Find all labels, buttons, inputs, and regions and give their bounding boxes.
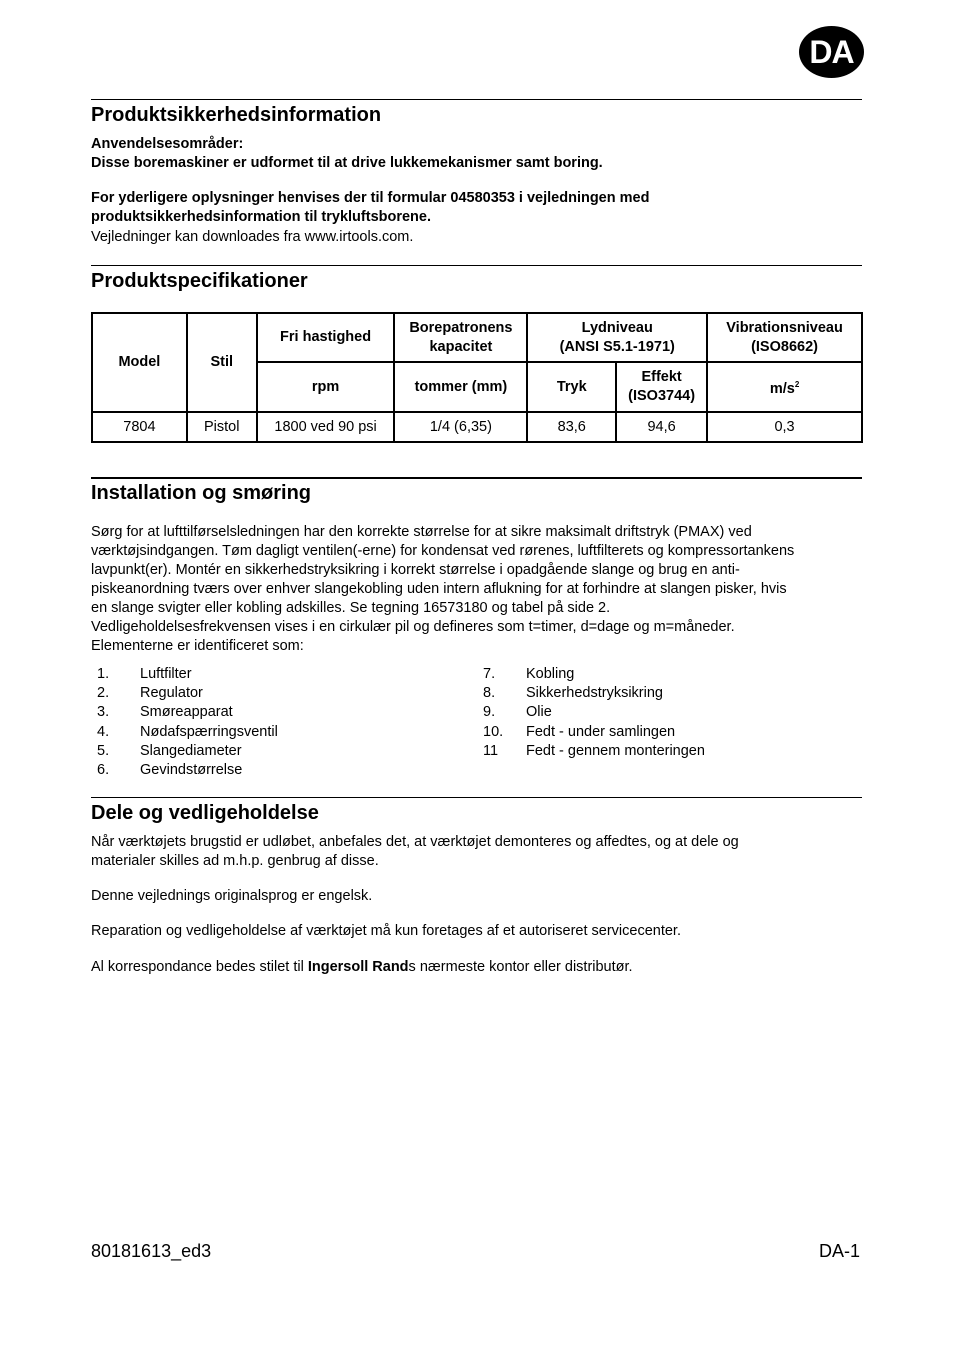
cell-capacity: 1/4 (6,35) — [394, 412, 527, 442]
section-divider — [91, 265, 862, 266]
section-title-specs: Produktspecifikationer — [91, 270, 308, 292]
list-item: 4. Nødafspærringsventil — [97, 723, 278, 740]
spec-table — [91, 312, 863, 443]
use-label: Anvendelsesområder: — [91, 136, 244, 152]
page-number: DA-1 — [818, 1241, 860, 1261]
section-divider — [91, 99, 862, 100]
list-item: 3. Smøreapparat — [97, 704, 233, 721]
header-stil: Stil — [187, 313, 257, 412]
section-title-parts: Dele og vedligeholdelse — [91, 802, 319, 824]
list-item: 1. Luftfilter — [97, 666, 192, 682]
list-item: 10. Fedt - under samlingen — [483, 723, 676, 740]
list-item: 8. Sikkerhedstryksikring — [483, 685, 663, 702]
section-title-safety: Produktsikkerhedsinformation — [91, 104, 382, 126]
language-badge: DA — [799, 26, 864, 78]
cell-vibration: 0,3 — [707, 412, 862, 442]
element-list-right — [477, 665, 857, 761]
list-item: 2. Regulator — [97, 685, 203, 702]
parts-text-3: Reparation og vedligeholdelse af værktøjet må kun foretages af et autoriseret servicecenter. — [91, 923, 681, 939]
table-row — [92, 412, 862, 442]
info-line-1: For yderligere oplysninger henvises der til formular 04580353 i vejledningen med — [91, 190, 650, 206]
document-id: 80181613_ed3 — [91, 1241, 212, 1261]
unit-rpm: rpm — [257, 362, 395, 412]
cell-model: 7804 — [92, 412, 187, 442]
header-capacity: Borepatronens kapacitet — [394, 313, 527, 362]
list-item: 6. Gevindstørrelse — [97, 762, 243, 779]
list-item: 7. Kobling — [483, 666, 575, 682]
cell-power: 94,6 — [616, 412, 707, 442]
installation-text: Sørg for at lufttilførselsledningen har den korrekte størrelse for at sikre maksimalt driftstryk (PMAX) ved værktøjsindgangen. Tøm dagligt ventilen(-erne) for kondensat ved rørenes, luftfilterets og kompressortankens lavpunkt(er). Montér en sikkerhedstryksikring i korrekt størrelse i opadgående slange og brug en anti- piskeanordning tværs over enhver slangekobling uden intern aflukning for at forhindre at slangen pisker, hvis en slange svigter eller kobling adskilles. Se tegning 16573180 og tabel på side 2. Vedligeholdelsesfrekvensen vises i en cirkulær pil og defineres som t=timer, d=dage og m=måneder. Elementerne er identificeret som: — [91, 524, 795, 654]
unit-inch-mm: tommer (mm) — [394, 362, 527, 412]
element-list-left — [91, 665, 471, 780]
parts-text-2: Denne vejlednings originalsprog er engelsk. — [91, 888, 373, 904]
unit-ms2: $m/s^2$ — [707, 362, 862, 412]
section-divider — [91, 477, 862, 479]
cell-pressure: 83,6 — [527, 412, 616, 442]
list-item: 5. Slangediameter — [97, 742, 242, 759]
cell-stil: Pistol — [187, 412, 257, 442]
unit-power: Effekt (ISO3744) — [616, 362, 707, 412]
use-text: Disse boremaskiner er udformet til at drive lukkemekanismer samt boring. — [91, 155, 603, 171]
list-item: 11 Fedt - gennem monteringen — [483, 742, 705, 759]
info-line-2: produktsikkerhedsinformation til trykluftsborene. — [91, 209, 431, 225]
download-note: Vejledninger kan downloades fra www.irtools.com. — [91, 229, 414, 245]
header-sound-level: Lydniveau (ANSI S5.1-1971) — [527, 313, 707, 362]
list-item: 9. Olie — [483, 704, 552, 721]
header-free-speed: Fri hastighed — [257, 313, 395, 362]
header-vibration: Vibrationsniveau (ISO8662) — [707, 313, 862, 362]
section-divider — [91, 797, 862, 798]
brand-name: Ingersoll Rand — [307, 959, 409, 975]
parts-text-1: Når værktøjets brugstid er udløbet, anbefales det, at værktøjet demonteres og affedtes, og at dele og materialer skilles ad m.h.p. genbrug af disse. — [91, 834, 739, 869]
cell-speed: 1800 ved 90 psi — [257, 412, 395, 442]
unit-pressure: Tryk — [527, 362, 616, 412]
parts-text-4: Al korrespondance bedes stilet til Ingersoll Rands nærmeste kontor eller distributør. — [91, 959, 633, 975]
header-model: Model — [92, 313, 187, 412]
section-title-installation: Installation og smøring — [91, 482, 312, 504]
